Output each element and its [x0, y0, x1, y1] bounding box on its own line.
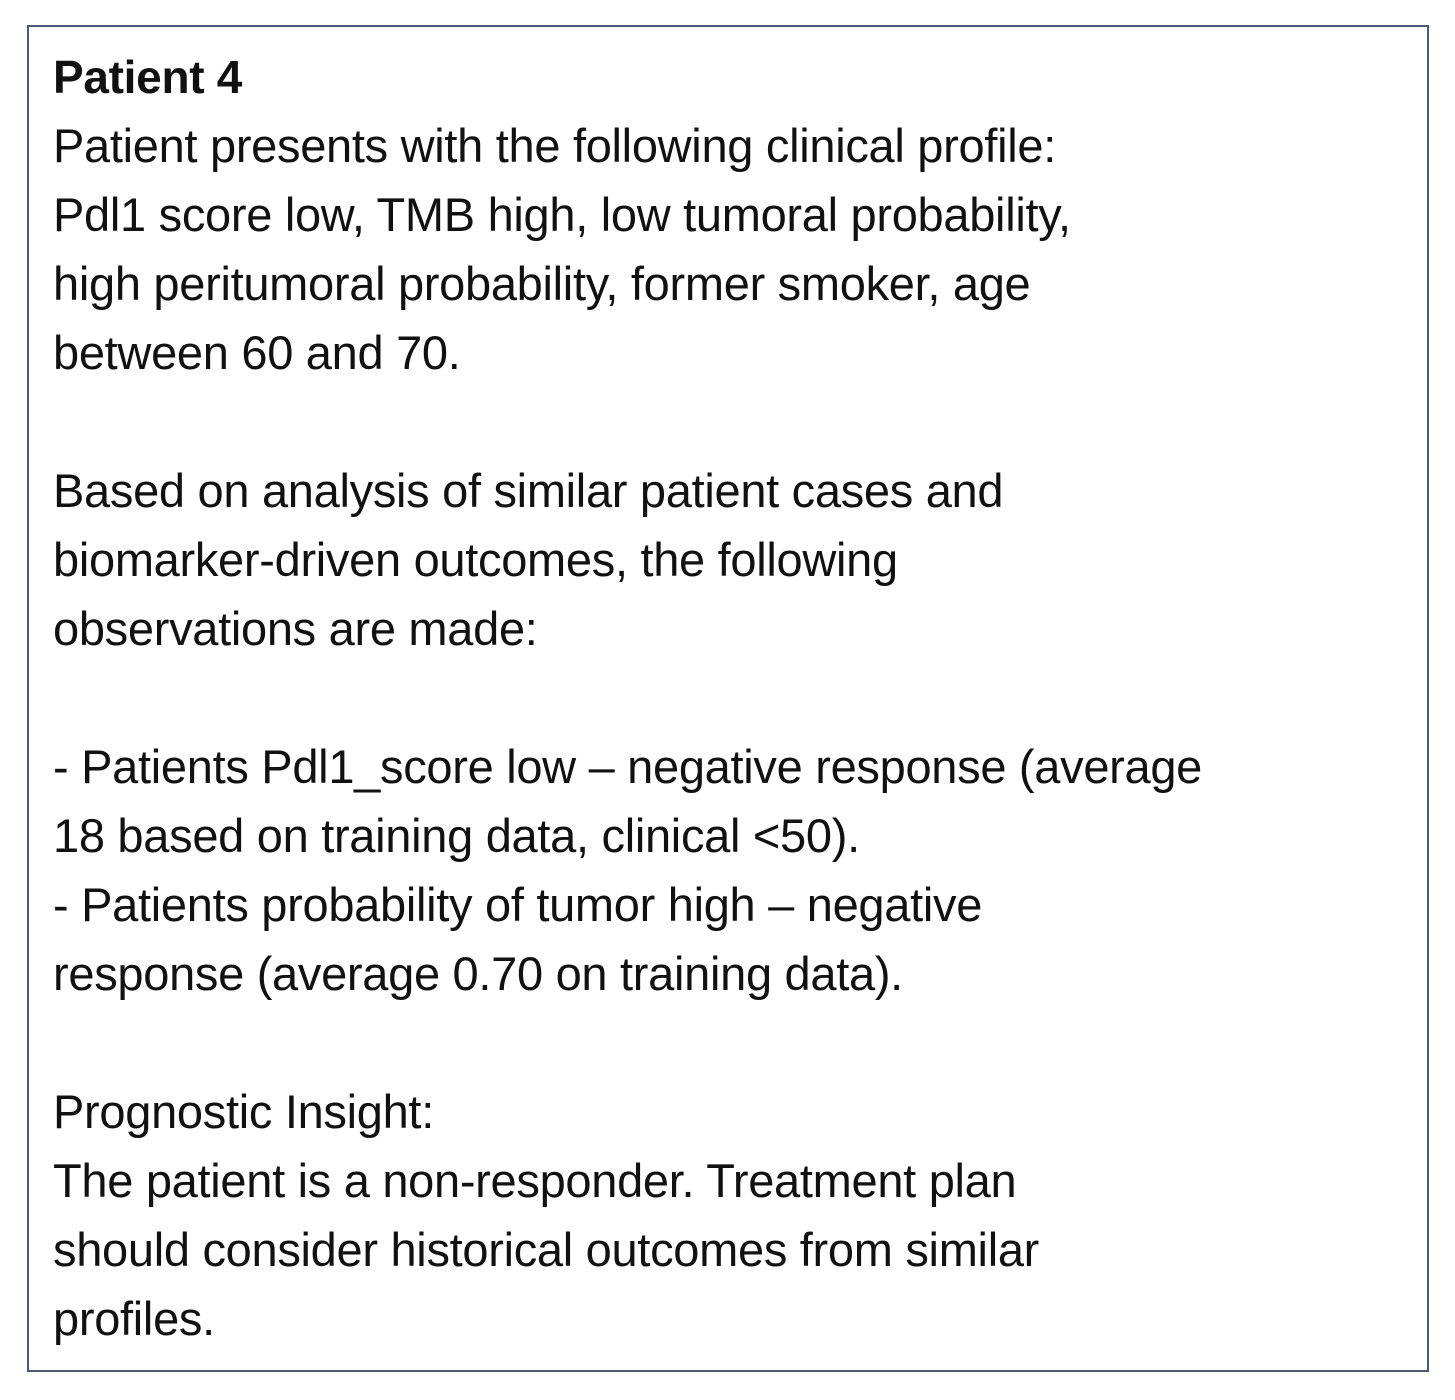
analysis-line: biomarker-driven outcomes, the following	[53, 533, 898, 586]
patient-title: Patient 4	[53, 51, 243, 103]
profile-line: between 60 and 70.	[53, 326, 461, 379]
profile-line: Patient presents with the following clinical profile:	[53, 119, 1056, 172]
insight-line: should consider historical outcomes from similar	[53, 1223, 1040, 1276]
insight-line: The patient is a non-responder. Treatment plan	[53, 1154, 1017, 1207]
paragraph-gap	[53, 387, 1407, 456]
profile-line: high peritumoral probability, former smoker, age	[53, 257, 1031, 310]
observations-list	[53, 732, 1407, 1008]
insight-line: profiles.	[53, 1292, 215, 1345]
analysis-line: observations are made:	[53, 602, 538, 655]
patient-card	[27, 25, 1429, 1372]
observation-line: - Patients probability of tumor high – negative	[53, 878, 983, 931]
analysis-line: Based on analysis of similar patient cases and	[53, 464, 1004, 517]
paragraph-gap	[53, 663, 1407, 732]
observation-line: 18 based on training data, clinical <50).	[53, 809, 860, 862]
analysis-paragraph	[53, 456, 1407, 663]
clinical-profile	[53, 111, 1407, 387]
prognostic-insight	[53, 1077, 1407, 1353]
patient-card-content	[53, 45, 1407, 1353]
observation-line: - Patients Pdl1_score low – negative response (average	[53, 740, 1203, 793]
paragraph-gap	[53, 1008, 1407, 1077]
profile-line: Pdl1 score low, TMB high, low tumoral probability,	[53, 188, 1071, 241]
insight-heading: Prognostic Insight:	[53, 1085, 434, 1138]
observation-line: response (average 0.70 on training data).	[53, 947, 903, 1000]
